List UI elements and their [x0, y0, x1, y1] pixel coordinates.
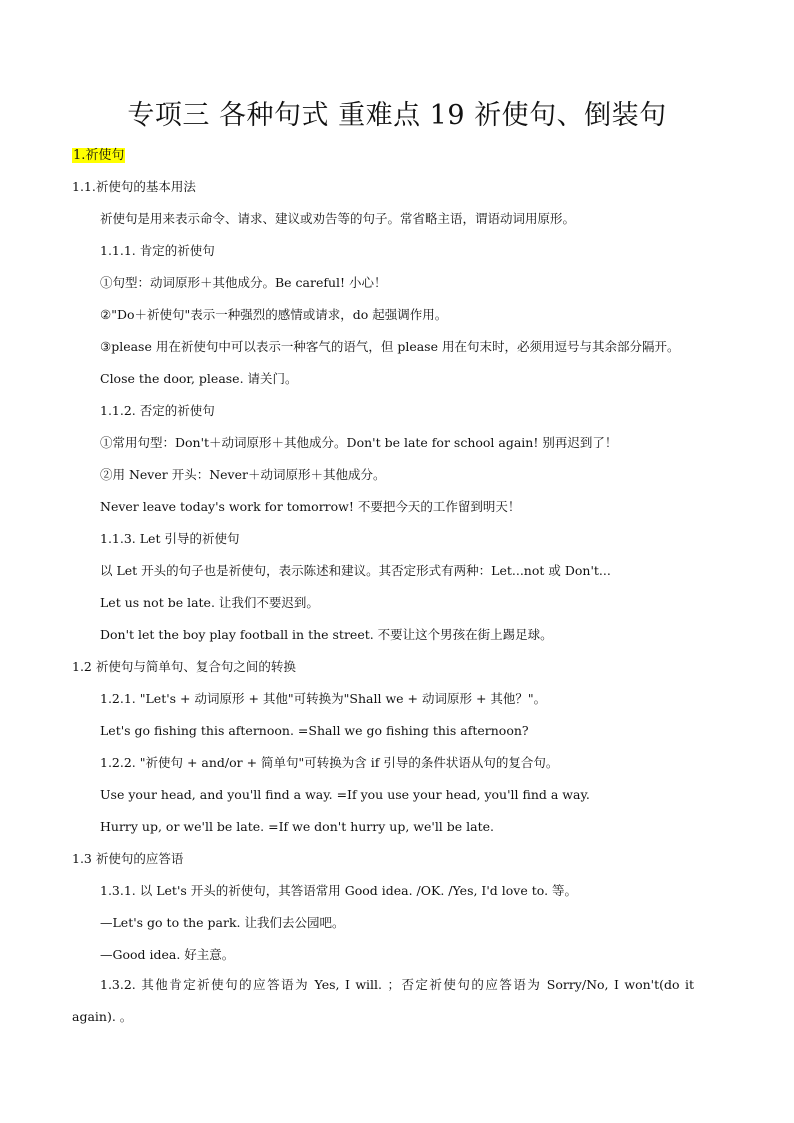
paragraph: 1.3.1. 以 Let's 开头的祈使句，其答语常用 Good idea. /OK. /Yes, I'd love to. 等。	[100, 883, 578, 898]
section-heading-1	[72, 146, 125, 165]
paragraph: 祈使句是用来表示命令、请求、建议或劝告等的句子。常省略主语，谓语动词用原形。	[100, 211, 576, 226]
subsection-heading: 1.1.2. 否定的祈使句	[100, 403, 215, 418]
dialogue-line: —Good idea. 好主意。	[100, 947, 235, 962]
example-sentence: Use your head, and you'll find a way. =If you use your head, you'll find a way.	[100, 787, 590, 802]
example-sentence: Let us not be late. 让我们不要迟到。	[100, 595, 319, 610]
subsection-heading: 1.1.祈使句的基本用法	[72, 179, 196, 194]
dialogue-line: —Let's go to the park. 让我们去公园吧。	[100, 915, 345, 930]
paragraph: ②"Do＋祈使句"表示一种强烈的感情或请求，do 起强调作用。	[100, 307, 448, 322]
subsection-heading: 1.2 祈使句与简单句、复合句之间的转换	[72, 659, 296, 674]
paragraph: ②用 Never 开头：Never＋动词原形＋其他成分。	[100, 467, 386, 482]
highlighted-heading: 1.祈使句	[73, 148, 125, 163]
paragraph: ①常用句型：Don't＋动词原形＋其他成分。Don't be late for school again! 别再迟到了！	[100, 435, 618, 450]
paragraph: ③please 用在祈使句中可以表示一种客气的语气，但 please 用在句末时，必须用逗号与其余部分隔开。	[100, 339, 680, 354]
example-sentence: Never leave today's work for tomorrow! 不要把今天的工作留到明天！	[100, 499, 521, 514]
subsection-heading: 1.1.3. Let 引导的祈使句	[100, 531, 240, 546]
subsection-heading: 1.3 祈使句的应答语	[72, 851, 184, 866]
example-sentence: Close the door, please. 请关门。	[100, 371, 298, 386]
page-title: 专项三 各种句式 重难点 19 祈使句、倒装句	[127, 100, 667, 131]
paragraph: 1.2.1. "Let's + 动词原形 + 其他"可转换为"Shall we + 动词原形 + 其他？"。	[100, 691, 547, 706]
paragraph: 1.3.2. 其他肯定祈使句的应答语为 Yes, I will. ；否定祈使句的应答语为 Sorry/No, I won't(do it again). 。	[72, 977, 694, 1024]
paragraph: 以 Let 开头的句子也是祈使句，表示陈述和建议。其否定形式有两种：Let...not 或 Don't...	[100, 563, 611, 578]
example-sentence: Hurry up, or we'll be late. =If we don't hurry up, we'll be late.	[100, 819, 495, 834]
paragraph: 1.2.2. "祈使句 + and/or + 简单句"可转换为含 if 引导的条件状语从句的复合句。	[100, 755, 559, 770]
example-sentence: Let's go fishing this afternoon. =Shall we go fishing this afternoon?	[100, 723, 529, 738]
subsection-heading: 1.1.1. 肯定的祈使句	[100, 243, 215, 258]
paragraph: ①句型：动词原形＋其他成分。Be careful! 小心！	[100, 275, 387, 290]
example-sentence: Don't let the boy play football in the street. 不要让这个男孩在街上踢足球。	[100, 627, 553, 642]
